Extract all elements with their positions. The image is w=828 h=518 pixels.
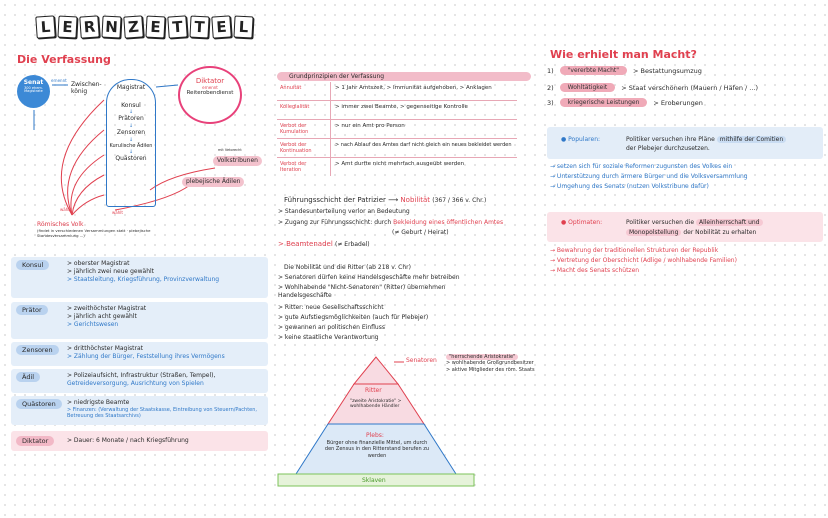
item-number: 2) [547, 83, 554, 92]
senat-arrow-label: ernennt [51, 78, 67, 83]
volkstribunen-label: Volkstribunen [213, 156, 262, 166]
text: Die Nobilität und die Ritter (ab 218 v. Chr) [284, 264, 411, 271]
item-number: 1) [547, 66, 554, 75]
roemisches-volk-sub: (findet in verschiedenen Versammlungen statt · plebejische Standesversammlung ...) [37, 228, 151, 238]
text: der Nobilität zu erhalten [683, 229, 757, 236]
ritter-label: Ritter [365, 387, 382, 394]
office-line-blue: Getreideversorgung, Ausrichtung von Spielen [67, 379, 204, 387]
grund-value: > Amt durfte nicht mehrfach ausgeübt werden [335, 161, 465, 167]
text: > gute Aufstiegsmöglichkeiten (auch für Plebejer) [278, 314, 429, 321]
magistrat-item: Zensoren [116, 129, 146, 136]
section-heading-macht: Wie erhielt man Macht? [550, 48, 697, 61]
item-number: 3) [547, 98, 554, 107]
text: > Zugang zur Führungsschicht: durch [278, 219, 392, 226]
optimaten-label: ● Optimaten: [561, 219, 603, 226]
office-row-konsul [11, 257, 268, 298]
text: der Plebejer durchzusetzen. [626, 145, 710, 152]
office-label: Zensoren [16, 345, 59, 355]
plebs-desc: Bürger ohne finanzielle Mittel, um durch den Zensus in den Ritterstand berufen zu werden [324, 440, 430, 459]
office-line: > dritthöchster Magistrat [67, 345, 144, 352]
text [278, 219, 503, 227]
grund-value: > 1 Jahr Amtszeit, > Immunität aufgehoben, > Anklagen [335, 85, 492, 91]
grund-row [277, 82, 517, 101]
office-line: > jährlich zwei neue gewählt [67, 267, 155, 275]
title-letter: N [101, 16, 121, 39]
magistrat-label: Magistrat [116, 84, 146, 91]
grund-value: > nach Ablauf des Amtes darf nicht gleich ein neues bekleidet werden [335, 142, 512, 148]
title-letter: Z [123, 15, 143, 38]
text: (≠ Erbadel) [335, 241, 370, 248]
plebejische-aedilen-label: plebejische Ädilen [182, 177, 244, 187]
item-text: > Eroberungen [653, 98, 703, 107]
magistrat-item: Quästoren [115, 155, 147, 163]
sklaven-label: Sklaven [362, 477, 386, 484]
text: Politiker versuchen ihre Pläne [626, 136, 715, 143]
office-label: Quästoren [16, 399, 62, 409]
magistrat-item: Prätoren [118, 115, 144, 123]
grund-key: Verbot der Iteration [277, 158, 331, 176]
office-line: > Polizeiaufsicht, Infrastruktur (Straßen, Tempel), [67, 372, 216, 379]
grund-value: > immer zwei Beamte, > gegenseitige Kontrolle [335, 104, 468, 110]
title-letter: T [189, 16, 209, 39]
optimaten-box [547, 212, 823, 242]
diktator-sub2: Reiterobendienst [186, 90, 234, 96]
text: (≠ Geburt / Heirat) [392, 229, 449, 236]
text: > aktive Mitglieder des röm. Staats [446, 366, 535, 373]
text: Bekleidung eines öffentlichen Amtes [393, 219, 504, 226]
office-row-aedil [11, 369, 268, 393]
diktator-node [178, 66, 242, 124]
waehlt-label: wählt [60, 207, 71, 212]
text: "herrschende Aristokratie" [446, 354, 518, 360]
item-pill: kriegerische Leistungen [560, 98, 648, 107]
grund-key: Verbot der Kumulation [277, 120, 331, 138]
magistrat-box: Magistrat Konsul ↓ Prätoren ↓ Zensoren ↓ Kurulische Ädilen ↓ Quästoren [106, 79, 156, 207]
title-letter: R [79, 15, 99, 38]
optimaten-arrow: → Macht des Senats schützen [550, 267, 640, 274]
zwischenkoenig: Zwischen- könig [71, 81, 102, 95]
title-letter: T [167, 15, 187, 38]
senat-label: Senat [23, 79, 44, 86]
office-line: > niedrigste Beamte [67, 399, 130, 406]
text: (367 / 366 v. Chr.) [432, 197, 487, 204]
text: > Ritter: neue Gesellschaftsschicht [278, 304, 384, 311]
optimaten-arrow: → Vertretung der Oberschicht (Adlige / wohlhabende Familien) [550, 257, 737, 264]
office-line: > jährlich acht gewählt [67, 312, 137, 320]
populares-arrow: → Umgehung des Senats (nutzen Volkstribune dafür) [550, 183, 709, 190]
grund-row [277, 120, 517, 139]
diktator-sub1: ernennt [202, 85, 218, 90]
text: Alleinherrschaft und [696, 219, 763, 226]
office-label: Diktator [16, 436, 54, 446]
grund-value: > nur ein Amt pro Person [335, 123, 405, 129]
magistrat-item: Konsul [121, 101, 141, 109]
item-text: > Staat verschönern (Mauern / Häfen / ...) [621, 83, 759, 92]
roemisches-volk-label: Römisches Volk [37, 221, 84, 228]
grund-key: Verbot der Kontinuation [277, 139, 331, 157]
vetorecht-note: mit Vetorecht [218, 148, 242, 152]
text: > Senatoren dürfen keine Handelsgeschäfte mehr betreiben [278, 274, 460, 281]
populares-label: ● Popularen: [561, 136, 601, 143]
ritter-desc: "zweite Aristokratie" > wohlhabende Händler [350, 399, 402, 410]
grund-row [277, 139, 517, 158]
office-line-blue: > Finanzen: (Verwaltung der Staatskasse, Eintreibung von Steuern/Pachten, Betreuung des Staatsarchivs) [67, 406, 257, 420]
title-letter: L [233, 16, 253, 39]
text [626, 229, 756, 237]
text: Politiker versuchen die [626, 219, 695, 226]
item-pill: "vererbte Macht" [560, 66, 627, 75]
senatoren-desc [446, 354, 536, 373]
office-line: > oberster Magistrat [67, 260, 130, 267]
text [278, 240, 370, 249]
office-line-blue: > Zählung der Bürger, Feststellung ihres Vermögens [67, 352, 225, 360]
office-label: Konsul [16, 260, 49, 270]
title-letter: E [211, 15, 231, 38]
diktator-label: Diktator [195, 77, 225, 85]
populares-arrow: → Unterstützung durch ärmere Bürger und die Volksversammlung [550, 173, 748, 180]
nobilitaet-word: Nobilität [400, 196, 430, 204]
office-row-quaestoren [11, 396, 268, 425]
office-line: > zweithöchster Magistrat [67, 305, 147, 312]
text [626, 136, 786, 144]
text: > keine staatliche Verantwortung [278, 334, 379, 341]
text: > Wohlhabende "Nicht-Senatoren" (Ritter) übernehmen Handelsgeschäfte [278, 284, 446, 299]
grund-row [277, 101, 517, 120]
item-text: > Bestattungsumzug [633, 66, 702, 75]
office-line-blue: > Gerichtswesen [67, 320, 119, 328]
senat-node [17, 75, 50, 108]
section-heading-verfassung: Die Verfassung [17, 53, 111, 66]
text: Führungsschicht der Patrizier [284, 196, 386, 204]
page-title [36, 16, 253, 38]
text: > Standesunterteilung verlor an Bedeutung [278, 208, 410, 215]
senat-sub: 300 ehem. Magistrate [24, 85, 43, 94]
title-letter: E [57, 16, 77, 39]
title-letter: E [145, 16, 165, 39]
plebs-label: Plebs: [366, 432, 384, 439]
office-row-praetor [11, 302, 268, 339]
item-pill: Wohltätigkeit [560, 83, 616, 92]
populares-box [547, 127, 823, 159]
office-line: > Dauer: 6 Monate / nach Kriegsführung [67, 437, 189, 444]
text [626, 219, 763, 227]
text: > wohlhabende Großgrundbesitzer [446, 360, 534, 367]
society-pyramid [276, 352, 476, 492]
text: mithilfe der Comitien [717, 136, 786, 143]
macht-item [547, 66, 702, 75]
text: Optimaten: [568, 219, 603, 226]
office-label: Ädil [16, 372, 40, 382]
macht-item [547, 98, 703, 107]
macht-item [547, 83, 758, 92]
office-line-blue: > Staatsleitung, Kriegsführung, Provinzverwaltung [67, 275, 220, 283]
text: Popularen: [568, 136, 601, 143]
senatoren-label: Senatoren [406, 357, 437, 364]
grund-key: Kollegialität [277, 101, 331, 119]
waehlt-label: wählt [112, 210, 123, 215]
office-label: Prätor [16, 305, 48, 315]
text: > gewannen an politischen Einfluss [278, 324, 385, 331]
text: Monopolstellung [626, 229, 681, 236]
grund-row [277, 158, 517, 176]
nobilitaet-line: Führungsschicht der Patrizier ⟶ Nobilität (367 / 366 v. Chr.) [284, 196, 487, 204]
grund-key: Annuität [277, 82, 331, 100]
title-letter: L [35, 15, 55, 38]
optimaten-arrow: → Bewahrung der traditionellen Strukturen der Republik [550, 247, 719, 254]
text: > Beamtenadel [278, 240, 333, 248]
populares-arrow: → setzen sich für soziale Reformen zugunsten des Volkes ein [550, 163, 733, 170]
grundprinzipien-header: Grundprinzipien der Verfassung [277, 72, 531, 81]
magistrat-item: Kurulische Ädilen [109, 142, 153, 149]
office-row-zensoren [11, 342, 268, 366]
office-row-diktator [11, 431, 268, 451]
